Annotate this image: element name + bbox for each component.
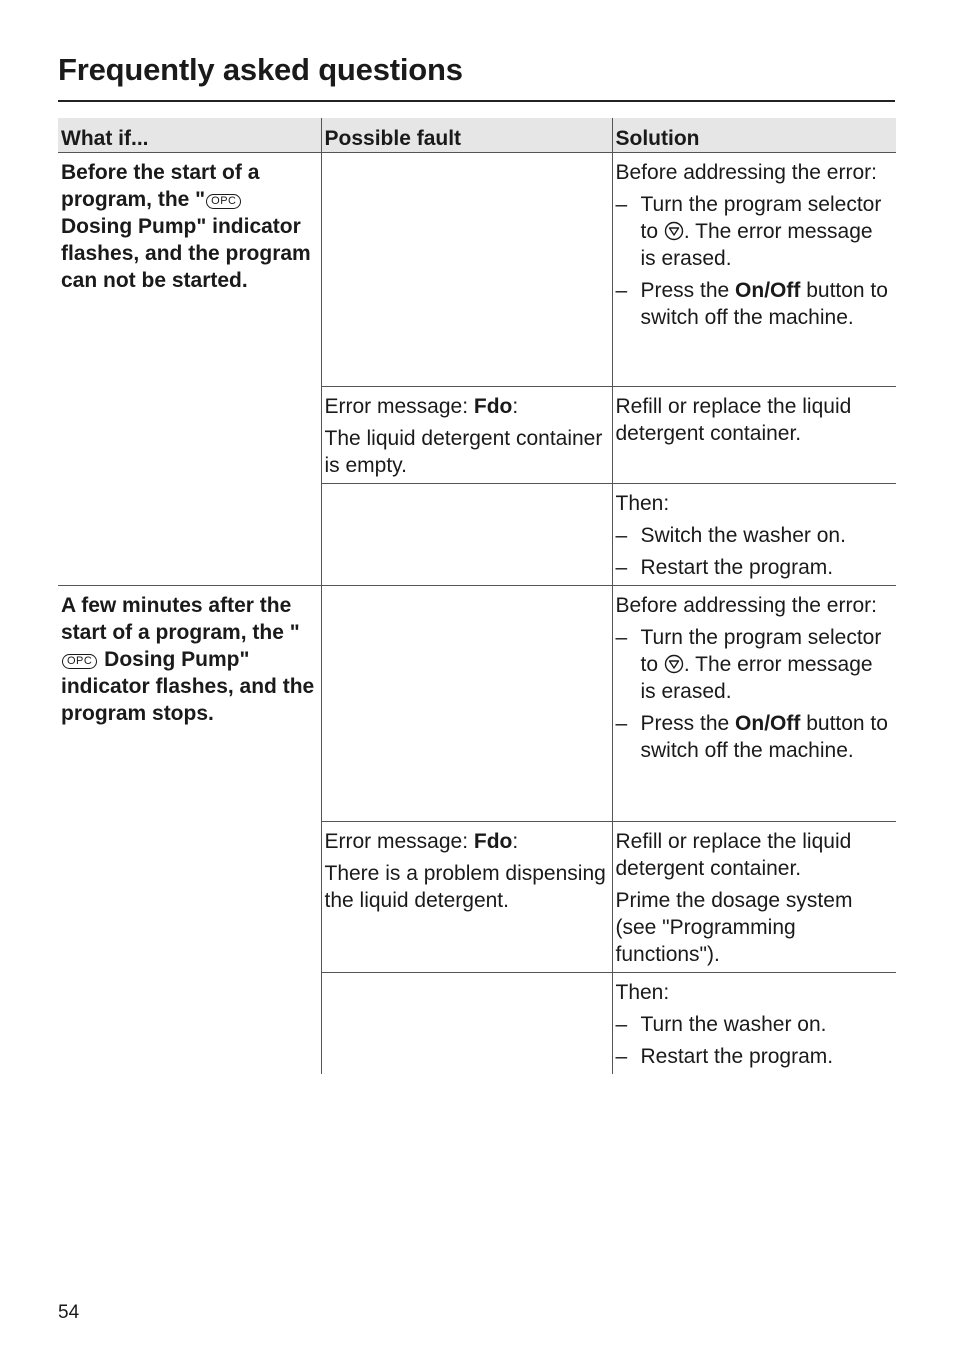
list-item xyxy=(616,710,894,764)
dash-bullet: – xyxy=(615,1013,628,1036)
solution-intro: Before addressing the error: xyxy=(615,161,877,184)
faq-table xyxy=(58,118,896,1074)
step-text: Press the xyxy=(640,279,736,302)
step-text: Turn the program selector to xyxy=(640,193,882,243)
fault-colon: : xyxy=(512,830,519,853)
error-code: Fdo xyxy=(473,830,513,853)
fault-prefix: Error message: xyxy=(324,395,474,418)
list-item xyxy=(616,191,894,272)
step-text: Press the xyxy=(640,712,736,735)
table-row xyxy=(58,153,896,387)
title-divider xyxy=(58,100,895,102)
selector-off-icon xyxy=(664,654,684,674)
step-text: Turn the washer on. xyxy=(640,1013,827,1036)
opc-icon: OPC xyxy=(206,194,241,209)
what-if-text: A few minutes after the start of a program, the " xyxy=(61,594,300,644)
solution-intro: Before addressing the error: xyxy=(615,594,877,617)
on-off-label: On/Off xyxy=(735,279,801,302)
table-header-row xyxy=(58,118,896,153)
solution-cell xyxy=(612,973,896,1075)
step-text: Restart the program. xyxy=(640,1045,834,1068)
solution-cell xyxy=(612,387,896,484)
fault-cell xyxy=(321,387,612,484)
table-row xyxy=(58,586,896,822)
dash-bullet: – xyxy=(615,193,628,216)
step-text: Restart the program. xyxy=(640,556,834,579)
fault-cell xyxy=(321,973,612,1075)
list-item xyxy=(616,1011,894,1038)
list-item xyxy=(616,554,894,581)
selector-off-icon xyxy=(664,221,684,241)
solution-text: Refill or replace the liquid detergent container. xyxy=(615,395,852,445)
solution-text: Refill or replace the liquid detergent container. xyxy=(615,830,852,880)
solution-intro: Then: xyxy=(615,981,670,1004)
dash-bullet: – xyxy=(615,712,628,735)
list-item xyxy=(616,277,894,331)
solution-cell xyxy=(612,586,896,822)
step-text: . The error message is erased. xyxy=(640,653,873,703)
solution-cell xyxy=(612,822,896,973)
page-title: Frequently asked questions xyxy=(58,52,463,87)
dash-bullet: – xyxy=(615,556,628,579)
step-text: Switch the washer on. xyxy=(640,524,846,547)
list-item xyxy=(616,624,894,705)
header-solution: Solution xyxy=(612,118,896,153)
on-off-label: On/Off xyxy=(735,712,801,735)
opc-icon: OPC xyxy=(62,654,97,669)
step-text: . The error message is erased. xyxy=(640,220,873,270)
step-text: button to switch off the machine. xyxy=(640,279,888,329)
solution-cell xyxy=(612,153,896,387)
header-what-if: What if... xyxy=(58,118,321,153)
dash-bullet: – xyxy=(615,524,628,547)
fault-cell xyxy=(321,153,612,387)
fault-cell xyxy=(321,822,612,973)
solution-cell xyxy=(612,484,896,586)
dash-bullet: – xyxy=(615,626,628,649)
step-text: button to switch off the machine. xyxy=(640,712,888,762)
list-item xyxy=(616,522,894,549)
fault-description: The liquid detergent container is empty. xyxy=(324,427,603,477)
error-code: Fdo xyxy=(473,395,513,418)
solution-intro: Then: xyxy=(615,492,670,515)
dash-bullet: – xyxy=(615,279,628,302)
solution-text: Prime the dosage system (see "Programming functions"). xyxy=(615,889,853,966)
fault-cell xyxy=(321,586,612,822)
what-if-text: Dosing Pump" indicator flashes, and the program stops. xyxy=(61,648,315,725)
what-if-cell xyxy=(58,586,321,1075)
list-item xyxy=(616,1043,894,1070)
dash-bullet: – xyxy=(615,1045,628,1068)
page-number: 54 xyxy=(58,1302,80,1323)
step-text: Turn the program selector to xyxy=(640,626,882,676)
what-if-cell xyxy=(58,153,321,586)
what-if-text: Dosing Pump" indicator flashes, and the program can not be started. xyxy=(61,215,311,292)
fault-cell xyxy=(321,484,612,586)
fault-description: There is a problem dispensing the liquid detergent. xyxy=(324,862,606,912)
what-if-text: Before the start of a program, the " xyxy=(61,161,260,211)
header-possible-fault: Possible fault xyxy=(321,118,612,153)
fault-prefix: Error message: xyxy=(324,830,474,853)
fault-colon: : xyxy=(512,395,519,418)
